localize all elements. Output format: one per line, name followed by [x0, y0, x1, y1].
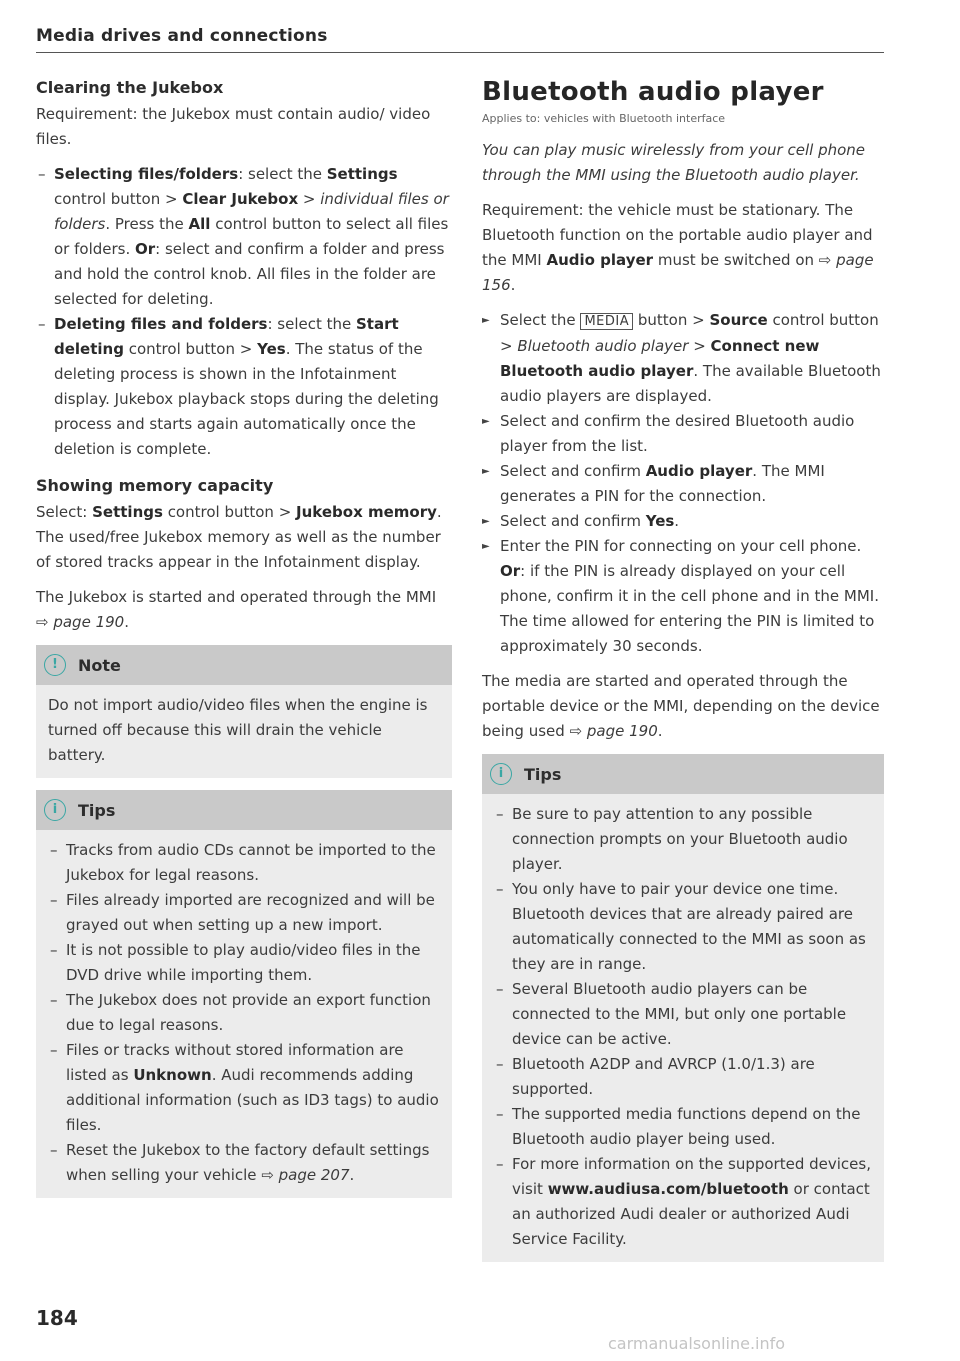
- list-item: – Tracks from audio CDs cannot be imported to the Jukebox for legal reasons.: [48, 838, 440, 888]
- page-reference-link[interactable]: ⇨ page 156: [482, 251, 874, 294]
- clearing-requirement: Requirement: the Jukebox must contain audio/ video files.: [36, 105, 431, 148]
- step-item: ► Select and confirm Yes.: [482, 509, 884, 534]
- note-header: [36, 645, 452, 685]
- step-list: [482, 308, 884, 659]
- list-item: – Files or tracks without stored information are listed as Unknown. Audi recommends adding additional information (such as ID3 tags) to audio files.: [48, 1038, 440, 1138]
- list-item: – Bluetooth A2DP and AVRCP (1.0/1.3) are supported.: [494, 1052, 872, 1102]
- list-item: – Selecting files/folders: select the Settings control button > Clear Jukebox > individual files or folders. Press the All control button to select all files or folders. Or: select and confirm a folder and press and hold the control knob. All files in the folder are selected for deleting.: [36, 162, 452, 312]
- list-item: – The supported media functions depend on the Bluetooth audio player being used.: [494, 1102, 872, 1152]
- page-number: 184: [36, 1306, 78, 1330]
- note-box: [36, 645, 452, 778]
- memory-paragraph: Select: Settings control button > Jukebox memory. The used/free Jukebox memory as well as the number of stored tracks appear in the Infotainment display.: [36, 503, 442, 571]
- media-key: MEDIA: [580, 313, 633, 330]
- info-icon: i: [490, 763, 512, 785]
- page-reference-link[interactable]: ⇨ page 207: [261, 1166, 350, 1184]
- clearing-heading: Clearing the Jukebox: [36, 78, 224, 97]
- left-column: [36, 74, 452, 1210]
- step-item: ► Select and confirm Audio player. The MMI generates a PIN for the connection.: [482, 459, 884, 509]
- list-item: – Several Bluetooth audio players can be connected to the MMI, but only one portable device can be active.: [494, 977, 872, 1052]
- clearing-list: [36, 162, 452, 462]
- website-link[interactable]: www.audiusa.com/bluetooth: [547, 1180, 789, 1198]
- tips-header: [482, 754, 884, 794]
- tips-box: [482, 754, 884, 1262]
- right-column: [482, 74, 884, 1274]
- requirement-paragraph: Requirement: the vehicle must be stationary. The Bluetooth function on the portable audio player and the MMI Audio player must be switched on ⇨ page 156.: [482, 201, 874, 294]
- page-title: Bluetooth audio player: [482, 77, 824, 107]
- info-icon: i: [44, 799, 66, 821]
- media-paragraph: The media are started and operated through the portable device or the MMI, depending on the device being used ⇨ page 190.: [482, 672, 880, 740]
- list-item: – The Jukebox does not provide an export function due to legal reasons.: [48, 988, 440, 1038]
- applies-to: Applies to: vehicles with Bluetooth interface: [482, 112, 726, 125]
- intro-text: You can play music wirelessly from your cell phone through the MMI using the Bluetooth audio player.: [482, 141, 866, 184]
- tips-list: [48, 838, 440, 1188]
- list-item: – Files already imported are recognized and will be grayed out when setting up a new import.: [48, 888, 440, 938]
- step-item: ► Select and confirm the desired Bluetooth audio player from the list.: [482, 409, 884, 459]
- list-item: – Be sure to pay attention to any possible connection prompts on your Bluetooth audio player.: [494, 802, 872, 877]
- tips-title: Tips: [524, 764, 562, 784]
- step-item: ► Select the MEDIA button > Source control button > Bluetooth audio player > Connect new Bluetooth audio player. The available Bluetooth audio players are displayed.: [482, 308, 884, 409]
- note-title: Note: [78, 655, 121, 675]
- list-item: – Deleting files and folders: select the Start deleting control button > Yes. The status of the deleting process is shown in the Infotainment display. Jukebox playback stops during the deleting process and starts again automatically once the deletion is complete.: [36, 312, 452, 462]
- header-rule: [36, 52, 884, 53]
- jukebox-mmi-paragraph: The Jukebox is started and operated through the MMI ⇨ page 190.: [36, 588, 437, 631]
- list-item: – Reset the Jukebox to the factory default settings when selling your vehicle ⇨ page 207.: [48, 1138, 440, 1188]
- tips-header: [36, 790, 452, 830]
- note-text: Do not import audio/video files when the engine is turned off because this will drain the vehicle battery.: [48, 696, 428, 764]
- memory-heading: Showing memory capacity: [36, 476, 274, 495]
- page-reference-link[interactable]: ⇨ page 190: [36, 613, 125, 631]
- watermark: carmanualsonline.info: [608, 1334, 786, 1353]
- step-item: ► Enter the PIN for connecting on your cell phone. Or: if the PIN is already displayed on your cell phone, confirm it in the cell phone and in the MMI. The time allowed for entering the PIN is limited to approximately 30 seconds.: [482, 534, 884, 659]
- list-item: – You only have to pair your device one time. Bluetooth devices that are already paired are automatically connected to the MMI as soon as they are in range.: [494, 877, 872, 977]
- tips-box: [36, 790, 452, 1198]
- exclamation-icon: !: [44, 654, 66, 676]
- tips-list: [494, 802, 872, 1252]
- list-item: – For more information on the supported devices, visit www.audiusa.com/bluetooth or contact an authorized Audi dealer or authorized Audi Service Facility.: [494, 1152, 872, 1252]
- page-reference-link[interactable]: ⇨ page 190: [569, 722, 658, 740]
- tips-title: Tips: [78, 800, 116, 820]
- list-item: – It is not possible to play audio/video files in the DVD drive while importing them.: [48, 938, 440, 988]
- section-header: Media drives and connections: [36, 26, 328, 46]
